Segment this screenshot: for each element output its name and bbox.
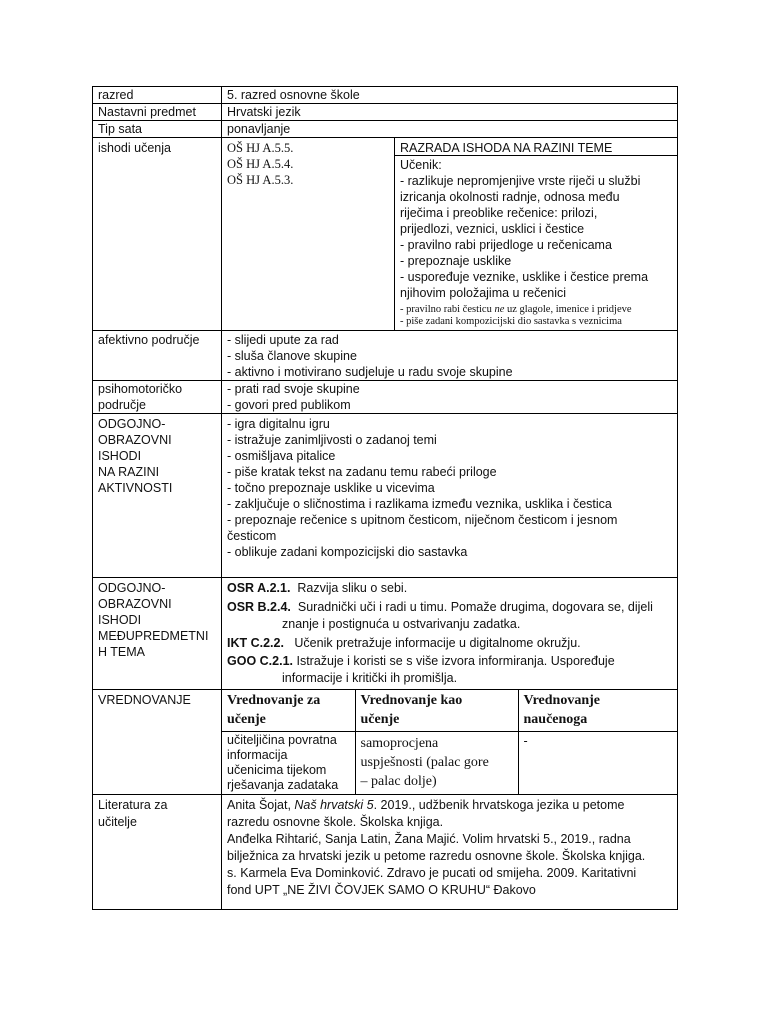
- vrednovanje-cell: [222, 690, 678, 795]
- vr-kao-ucenje: [355, 732, 518, 795]
- row-ishodi: [93, 138, 678, 331]
- label-line: ODGOJNO-: [98, 581, 166, 595]
- value-predmet: Hrvatski jezik: [222, 104, 678, 121]
- razrada-line: njihovim položajima u rečenici: [400, 286, 567, 300]
- label-aktivnosti: [93, 414, 222, 578]
- list-item: - piše kratak tekst na zadanu temu rabeći priloge: [227, 465, 497, 479]
- literatura-text: Anita Šojat,: [227, 798, 295, 812]
- ishodi-codes: [222, 138, 395, 331]
- value-razred: 5. razred osnovne škole: [222, 87, 678, 104]
- mpt-text: Istražuje i koristi se s više izvora informiranja. Uspoređuje: [293, 654, 615, 668]
- row-medupredmetne: [93, 578, 678, 690]
- row-tip: [93, 121, 678, 138]
- mpt-item: [227, 653, 672, 670]
- list-item: - osmišljava pitalice: [227, 449, 336, 463]
- vrednovanje-header-row: [222, 690, 677, 732]
- vr-header-text: naučenoga: [523, 712, 588, 727]
- razrada-title: RAZRADA ISHODA NA RAZINI TEME: [395, 138, 677, 156]
- razrada-line: - uspoređuje veznike, usklike i čestice prema: [400, 270, 649, 284]
- literatura-line: fond UPT „NE ŽIVI ČOVJEK SAMO O KRUHU“ Đakovo: [227, 883, 536, 897]
- label-ishodi: ishodi učenja: [93, 138, 222, 331]
- literatura-line: razredu osnovne škole. Školska knjiga.: [227, 815, 444, 829]
- ishod-code: OŠ HJ A.5.3.: [227, 173, 294, 187]
- mpt-code: GOO C.2.1.: [227, 654, 293, 668]
- vrednovanje-body-row: [222, 732, 677, 795]
- mpt-text: Učenik pretražuje informacije u digitalnome okružju.: [283, 636, 581, 650]
- vr-header-text: Vrednovanje kao: [360, 693, 463, 708]
- label-vrednovanje: VREDNOVANJE: [93, 690, 222, 795]
- label-line: područje: [98, 398, 146, 412]
- row-razred: [93, 87, 678, 104]
- row-afektivno: [93, 331, 678, 381]
- vr-header-text: učenje: [360, 712, 400, 727]
- vr-header-text: Vrednovanje za: [227, 693, 321, 708]
- psihomotoricko-items: [222, 381, 678, 414]
- label-line: ODGOJNO-: [98, 417, 166, 431]
- razrada-small-text: uz glagole, imenice i pridjeve: [504, 304, 632, 315]
- list-item: - prepoznaje rečenice s upitnom česticom, niječnom česticom i jesnom: [227, 513, 618, 527]
- vr-text: uspješnosti (palac gore: [360, 755, 489, 770]
- lesson-plan-table: [92, 86, 678, 910]
- razrada-cell: [395, 138, 678, 331]
- vr-header: [518, 690, 677, 732]
- mpt-item: [227, 580, 672, 597]
- list-item: - govori pred publikom: [227, 398, 351, 412]
- mpt-item: [227, 635, 672, 652]
- list-item: - slijedi upute za rad: [227, 333, 339, 347]
- razrada-small-emphasis: ne: [494, 304, 505, 315]
- label-predmet: Nastavni predmet: [93, 104, 222, 121]
- razrada-small-line: [400, 304, 672, 316]
- razrada-line: - prepoznaje usklike: [400, 254, 512, 268]
- literatura-line: [227, 797, 672, 814]
- label-psihomotoricko: [93, 381, 222, 414]
- vr-text: rješavanja zadataka: [227, 778, 339, 792]
- vr-text: informacija: [227, 748, 288, 762]
- label-literatura: [93, 795, 222, 910]
- label-medupredmetne: [93, 578, 222, 690]
- razrada-body: [395, 156, 677, 330]
- literatura-items: [222, 795, 678, 910]
- vrednovanje-table: [222, 690, 677, 794]
- list-item: - prati rad svoje skupine: [227, 382, 360, 396]
- list-item: česticom: [227, 529, 277, 543]
- medupredmetne-items: [222, 578, 678, 690]
- razrada-line: riječima i preoblike rečenice: prilozi,: [400, 206, 598, 220]
- vr-header: [222, 690, 355, 732]
- list-item: - oblikuje zadani kompozicijski dio sastavka: [227, 545, 468, 559]
- row-predmet: [93, 104, 678, 121]
- literatura-line: Anđelka Rihtarić, Sanja Latin, Žana Majić. Volim hrvatski 5., 2019., radna: [227, 832, 631, 846]
- razrada-small-line: - piše zadani kompozicijski dio sastavka s veznicima: [400, 316, 622, 327]
- razrada-line: izricanja okolnosti radnje, odnosa među: [400, 190, 620, 204]
- vr-text: učenicima tijekom: [227, 763, 327, 777]
- label-tip: Tip sata: [93, 121, 222, 138]
- literatura-line: bilježnica za hrvatski jezik u petome razredu osnovne škole. Školska knjiga.: [227, 849, 646, 863]
- ishod-code: OŠ HJ A.5.5.: [227, 141, 294, 155]
- label-line: Literatura za: [98, 798, 168, 812]
- row-aktivnosti: [93, 414, 678, 578]
- literatura-title: Naš hrvatski 5: [294, 798, 374, 812]
- label-line: učitelje: [98, 815, 137, 829]
- label-line: OBRAZOVNI ISHODI: [98, 433, 172, 463]
- razrada-line: Učenik:: [400, 158, 442, 172]
- razrada-small-text: - pravilno rabi česticu: [400, 304, 495, 315]
- aktivnosti-items: [222, 414, 678, 578]
- row-literatura: [93, 795, 678, 910]
- label-afektivno: afektivno područje: [93, 331, 222, 381]
- literatura-text: . 2019., udžbenik hrvatskoga jezika u petome: [373, 798, 625, 812]
- vr-header-text: učenje: [227, 712, 266, 727]
- label-line: OBRAZOVNI ISHODI: [98, 597, 172, 627]
- row-vrednovanje: [93, 690, 678, 795]
- vr-header-text: Vrednovanje: [523, 693, 600, 708]
- razrada-line: - pravilno rabi prijedloge u rečenicama: [400, 238, 612, 252]
- vr-za-ucenje: [222, 732, 355, 795]
- list-item: - točno prepoznaje usklike u vicevima: [227, 481, 435, 495]
- list-item: - igra digitalnu igru: [227, 417, 330, 431]
- mpt-code: OSR B.2.4.: [227, 600, 291, 614]
- vr-naucenoga: -: [523, 734, 528, 748]
- list-item: - aktivno i motivirano sudjeluje u radu svoje skupine: [227, 365, 513, 379]
- ishod-code: OŠ HJ A.5.4.: [227, 157, 294, 171]
- razrada-line: - razlikuje nepromjenjive vrste riječi u službi: [400, 174, 641, 188]
- literatura-line: s. Karmela Eva Dominković. Zdravo je pucati od smijeha. 2009. Karitativni: [227, 866, 637, 880]
- label-line: AKTIVNOSTI: [98, 481, 173, 495]
- mpt-continuation: znanje i postignuća u ostvarivanju zadatka.: [282, 617, 521, 631]
- label-line: H TEMA: [98, 645, 145, 659]
- mpt-continuation: informacije i kritički ih promišlja.: [282, 671, 458, 685]
- afektivno-items: [222, 331, 678, 381]
- list-item: - zaključuje o sličnostima i razlikama između veznika, usklika i čestica: [227, 497, 612, 511]
- mpt-text: Suradnički uči i radi u timu. Pomaže drugima, dogovara se, dijeli: [290, 600, 653, 614]
- label-line: MEĐUPREDMETNI: [98, 629, 209, 643]
- vr-text: samoprocjena: [360, 736, 439, 751]
- list-item: - istražuje zanimljivosti o zadanoj temi: [227, 433, 437, 447]
- mpt-item: [227, 599, 672, 616]
- razrada-line: prijedlozi, veznici, usklici i čestice: [400, 222, 585, 236]
- label-razred: razred: [93, 87, 222, 104]
- label-line: psihomotoričko: [98, 382, 183, 396]
- vr-text: učiteljičina povratna: [227, 733, 337, 747]
- mpt-code: IKT C.2.2.: [227, 636, 284, 650]
- row-psihomotoricko: [93, 381, 678, 414]
- vr-header: [355, 690, 518, 732]
- mpt-text: Razvija sliku o sebi.: [290, 581, 408, 595]
- label-line: NA RAZINI: [98, 465, 160, 479]
- vr-text: – palac dolje): [360, 774, 437, 789]
- value-tip: ponavljanje: [222, 121, 678, 138]
- list-item: - sluša članove skupine: [227, 349, 357, 363]
- mpt-code: OSR A.2.1.: [227, 581, 291, 595]
